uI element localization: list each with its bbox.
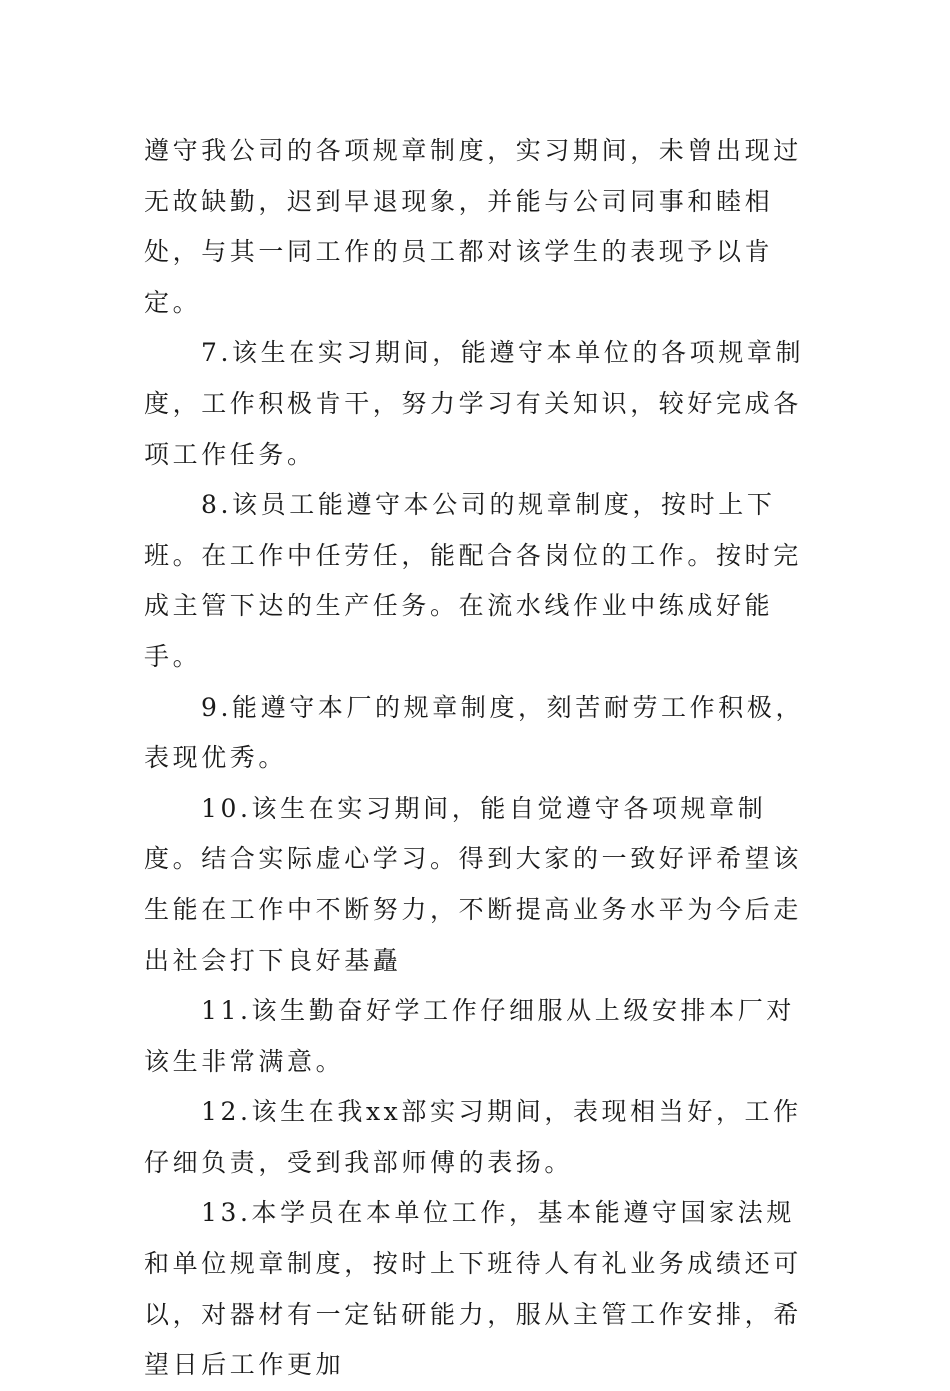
paragraph-continuation: 遵守我公司的各项规章制度，实习期间，未曾出现过无故缺勤，迟到早退现象，并能与公司同事和睦相处，与其一同工作的员工都对该学生的表现予以肯定。 xyxy=(144,136,802,317)
document-body xyxy=(144,126,814,1391)
paragraph-item-13: 13.本学员在本单位工作，基本能遵守国家法规和单位规章制度，按时上下班待人有礼业务成绩还可以，对器材有一定钻研能力，服从主管工作安排，希望日后工作更加 xyxy=(144,1198,802,1380)
paragraph-item-7: 7.该生在实习期间，能遵守本单位的各项规章制度，工作积极肯干，努力学习有关知识，较好完成各项工作任务。 xyxy=(144,338,805,469)
paragraph-item-12: 12.该生在我xx部实习期间，表现相当好，工作仔细负责，受到我部师傅的表扬。 xyxy=(144,1097,802,1177)
paragraph-item-8: 8.该员工能遵守本公司的规章制度，按时上下班。在工作中任劳任，能配合各岗位的工作。按时完成主管下达的生产任务。在流水线作业中练成好能手。 xyxy=(144,490,802,671)
paragraph-item-11: 11.该生勤奋好学工作仔细服从上级安排本厂对该生非常满意。 xyxy=(144,996,795,1076)
paragraph-item-9: 9.能遵守本厂的规章制度，刻苦耐劳工作积极，表现优秀。 xyxy=(144,692,805,773)
paragraph-item-10: 10.该生在实习期间，能自觉遵守各项规章制度。结合实际虚心学习。得到大家的一致好评希望该生能在工作中不断努力，不断提高业务水平为今后走出社会打下良好基矗 xyxy=(144,793,802,975)
